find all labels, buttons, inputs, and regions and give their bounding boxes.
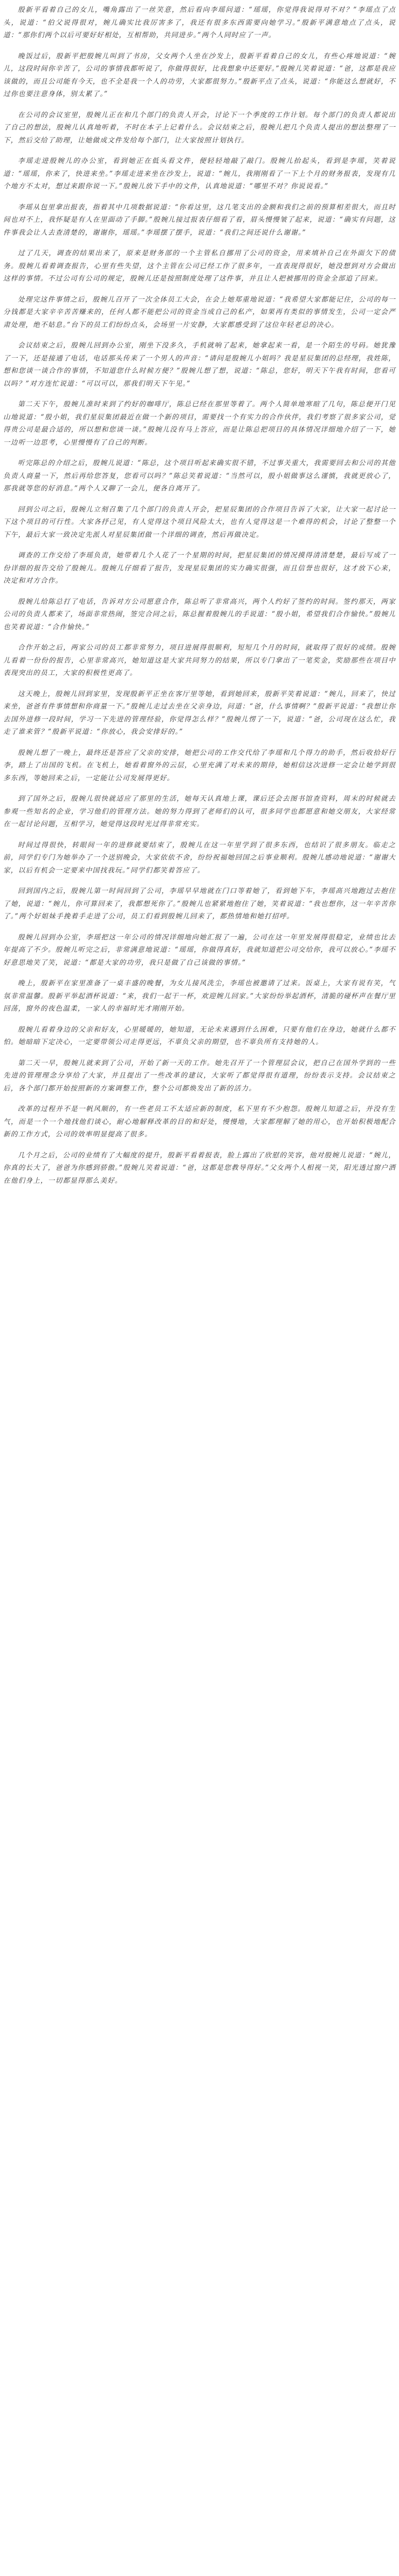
paragraph: 李瑶走进殷婉儿的办公室，看到她正在低头看文件，便轻轻地敲了敲门。殷婉儿抬起头，看到是李瑶，笑着说道：“瑶瑶，你来了，快进来坐。”李瑶走进来坐在沙发上，说道：“婉儿，我刚刚看了一下上个月的财务报表，发现有几个地方不太对，想过来跟你说一下。”殷婉儿放下手中的文件，认真地说道：“哪里不对？你说说看。”	[3, 156, 396, 190]
paragraph: 第二天下午，殷婉儿准时来到了约好的咖啡厅，陈总已经在那里等着了。两个人简单地寒暄了几句，陈总便开门见山地说道：“殷小姐，我们星辰集团最近在做一个新的项目，需要找一个有实力的合作伙伴，我们考察了很多家公司，觉得贵公司是最合适的，所以想和您谈一谈。”殷婉儿没有马上答应，而是让陈总把项目的具体情况详细地介绍了一下，她一边听一边思考，心里慢慢有了自己的判断。	[3, 400, 396, 446]
paragraph: 殷婉儿想了一晚上，最终还是答应了父亲的安排，她把公司的工作交代给了李瑶和几个得力的助手，然后收拾好行李，踏上了出国的飞机。在飞机上，她看着窗外的云层，心里充满了对未来的期待，她相信这次进修一定会让她学到很多东西，等她回来之后，一定能让公司发展得更好。	[3, 748, 396, 782]
paragraph: 晚上，殷新平在家里准备了一桌丰盛的晚餐，为女儿接风洗尘，李瑶也被邀请了过来。饭桌上，大家有说有笑，气氛非常温馨。殷新平举起酒杯说道：“来，我们一起干一杯，欢迎婉儿回家。”大家纷纷举起酒杯，清脆的碰杯声在餐厅里回荡，窗外的夜色温柔，一家人的幸福时光才刚刚开始。	[3, 979, 396, 1012]
paragraph: 殷婉儿回到办公室，李瑶把这一年公司的情况详细地向她汇报了一遍，公司在这一年里发展得很稳定，业绩也比去年提高了不少。殷婉儿听完之后，非常满意地说道：“瑶瑶，你做得真好，我就知道把公司交给你，我可以放心。”李瑶不好意思地笑了笑，说道：“都是大家的功劳，我只是做了自己该做的事情。”	[3, 932, 396, 966]
paragraph: 会议结束之后，殷婉儿回到办公室，刚坐下没多久，手机就响了起来，她拿起来一看，是一个陌生的号码。她犹豫了一下，还是接通了电话，电话那头传来了一个男人的声音：“请问是殷婉儿小姐吗？我是星辰集团的总经理，我姓陈，想和您谈一谈合作的事情，不知道您什么时候方便？”殷婉儿想了想，说道：“陈总，您好，明天下午我有时间，您看可以吗？”对方连忙说道：“可以可以，那我们明天下午见。”	[3, 341, 396, 387]
paragraph: 到了国外之后，殷婉儿很快就适应了那里的生活，她每天认真地上课，课后还会去图书馆查资料，周末的时候就去参观一些知名的企业，学习他们的管理方法。她的努力得到了老师们的认可，很多同学也都愿意和她交朋友，大家经常在一起讨论问题，互相学习，她觉得这段时光过得非常充实。	[3, 794, 396, 828]
paragraph: 李瑶从包里拿出报表，指着其中几项数据说道：“你看这里，这几笔支出的金额和我们之前的预算相差很大，而且时间也对不上，我怀疑是有人在里面动了手脚。”殷婉儿接过报表仔细看了看，眉头慢慢皱了起来，说道：“确实有问题，这件事我会让人去查清楚的，谢谢你，瑶瑶。”李瑶摆了摆手，说道：“我们之间还说什么谢谢。”	[3, 202, 396, 236]
paragraph: 听完陈总的介绍之后，殷婉儿说道：“陈总，这个项目听起来确实很不错，不过事关重大，我需要回去和公司的其他负责人商量一下，然后再给您答复，您看可以吗？”陈总笑着说道：“当然可以，殷小姐做事这么谨慎，我就更放心了，那我就等您的好消息。”两个人又聊了一会儿，便各自离开了。	[3, 459, 396, 492]
paragraph: 回到公司之后，殷婉儿立刻召集了几个部门的负责人开会，把星辰集团的合作项目告诉了大家，让大家一起讨论一下这个项目的可行性。大家各抒己见，有人觉得这个项目风险太大，也有人觉得这是一个难得的机会，讨论了整整一个下午，最后大家一致决定先派人对星辰集团做一个详细的调查，然后再做决定。	[3, 505, 396, 539]
paragraph: 调查的工作交给了李瑶负责，她带着几个人花了一个星期的时间，把星辰集团的情况摸得清清楚楚，最后写成了一份详细的报告交给了殷婉儿。殷婉儿仔细看了报告，发现星辰集团的实力确实很强，而且信誉也很好，这才放下心来，决定和对方合作。	[3, 551, 396, 584]
paragraph: 殷新平看着自己的女儿，嘴角露出了一丝笑意，然后看向李瑶问道：“瑶瑶，你觉得我说得对不对？”李瑶点了点头，说道：“伯父说得很对，婉儿确实比我厉害多了，我还有很多东西需要向她学习。”殷新平满意地点了点头，说道：“那你们两个以后可要好好相处，互相帮助，共同进步。”两个人同时应了一声。	[3, 5, 396, 39]
paragraph: 合作开始之后，两家公司的员工都非常努力，项目进展得很顺利，短短几个月的时间，就取得了很好的成绩。殷婉儿看着一份份的报告，心里非常高兴，她知道这是大家共同努力的结果，所以专门拿出了一笔奖金，奖励那些在项目中表现突出的员工，大家的积极性更高了。	[3, 643, 396, 677]
paragraph: 晚饭过后，殷新平把殷婉儿叫到了书房，父女两个人坐在沙发上，殷新平看着自己的女儿，有些心疼地说道：“婉儿，这段时间你辛苦了，公司的事情我都听说了，你做得很好，比我想象中还要好。”殷婉儿笑着说道：“爸，这都是我应该做的，而且公司能有今天，也不全是我一个人的功劳，大家都很努力。”殷新平点了点头，说道：“你能这么想就好，不过你也要注意身体，别太累了。”	[3, 51, 396, 98]
paragraph: 回到国内之后，殷婉儿第一时间回到了公司，李瑶早早地就在门口等着她了，看到她下车，李瑶高兴地跑过去抱住了她，说道：“婉儿，你可算回来了，我都想死你了。”殷婉儿也紧紧地抱住了她，笑着说道：“我也想你，这一年辛苦你了。”两个好姐妹手挽着手走进了公司，员工们看到殷婉儿回来了，都热情地和她打招呼。	[3, 887, 396, 920]
paragraph: 处理完这件事情之后，殷婉儿召开了一次全体员工大会，在会上她郑重地说道：“我希望大家都能记住，公司的每一分钱都是大家辛辛苦苦赚来的，任何人都不能把公司的资金当成自己的私产，如果再有类似的事情发生，公司一定会严肃处理，绝不姑息。”台下的员工们纷纷点头，会场里一片安静，大家都感受到了这位年轻老总的决心。	[3, 295, 396, 329]
paragraph: 在公司的会议室里，殷婉儿正在和几个部门的负责人开会，讨论下一个季度的工作计划。每个部门的负责人都说出了自己的想法，殷婉儿认真地听着，不时在本子上记着什么。会议结束之后，殷婉儿把几个负责人提出的想法整理了一下，然后交给了助理，让她做成文件发给每个部门，让大家按照计划执行。	[3, 110, 396, 144]
paragraph: 第二天一早，殷婉儿就来到了公司，开始了新一天的工作。她先召开了一个管理层会议，把自己在国外学到的一些先进的管理理念分享给了大家，并且提出了一些改革的建议，大家听了都觉得很有道理，纷纷表示支持。会议结束之后，各个部门都开始按照新的方案调整工作，整个公司都焕发出了新的活力。	[3, 1058, 396, 1092]
article-body	[3, 3, 396, 1187]
paragraph: 过了几天，调查的结果出来了，原来是财务部的一个主管私自挪用了公司的资金，用来填补自己在外面欠下的债务。殷婉儿看着调查报告，心里有些失望，这个主管在公司已经工作了很多年，一直表现得很好，她没想到对方会做出这样的事情。不过公司有公司的规定，殷婉儿还是按照制度处理了这件事，并且让人把被挪用的资金全部追了回来。	[3, 249, 396, 282]
paragraph: 时间过得很快，转眼间一年的进修就要结束了，殷婉儿在这一年里学到了很多东西，也结识了很多朋友。临走之前，同学们专门为她举办了一个送别晚会，大家依依不舍，纷纷祝福她回国之后事业顺利。殷婉儿感动地说道：“谢谢大家，以后有机会一定要来中国找我玩。”同学们都笑着答应了。	[3, 840, 396, 874]
paragraph: 这天晚上，殷婉儿回到家里，发现殷新平正坐在客厅里等她，看到她回来，殷新平笑着说道：“婉儿，回来了，快过来坐，爸爸有件事情想和你商量一下。”殷婉儿走过去坐在父亲身边，问道：“爸，什么事情啊？”殷新平说道：“我想让你去国外进修一段时间，学习一下先进的管理经验，你觉得怎么样？”殷婉儿愣了一下，说道：“爸，公司现在这么忙，我走了谁来管？”殷新平说道：“你放心，我会安排好的。”	[3, 689, 396, 735]
paragraph: 殷婉儿给陈总打了电话，告诉对方公司愿意合作，陈总听了非常高兴，两个人约好了签约的时间。签约那天，两家公司的负责人都来了，场面非常热闹，签完合同之后，陈总握着殷婉儿的手说道：“殷小姐，希望我们合作愉快。”殷婉儿也笑着说道：“合作愉快。”	[3, 597, 396, 631]
paragraph: 改革的过程并不是一帆风顺的，有一些老员工不太适应新的制度，私下里有不少抱怨。殷婉儿知道之后，并没有生气，而是一个一个地找他们谈心，耐心地解释改革的目的和好处，慢慢地，大家都理解了她的用心，也开始积极地配合新的工作方式，公司的效率明显提高了很多。	[3, 1105, 396, 1138]
paragraph: 殷婉儿看着身边的父亲和好友，心里暖暖的，她知道，无论未来遇到什么困难，只要有他们在身边，她就什么都不怕。她暗暗下定决心，一定要带领公司走得更远，不辜负父亲的期望，也不辜负所有支持她的人。	[3, 1025, 396, 1046]
paragraph: 几个月之后，公司的业绩有了大幅度的提升，殷新平看着报表，脸上露出了欣慰的笑容，他对殷婉儿说道：“婉儿，你真的长大了，爸爸为你感到骄傲。”殷婉儿笑着说道：“爸，这都是您教导得好。”父女两个人相视一笑，阳光透过窗户洒在他们身上，一切都显得那么美好。	[3, 1150, 396, 1184]
